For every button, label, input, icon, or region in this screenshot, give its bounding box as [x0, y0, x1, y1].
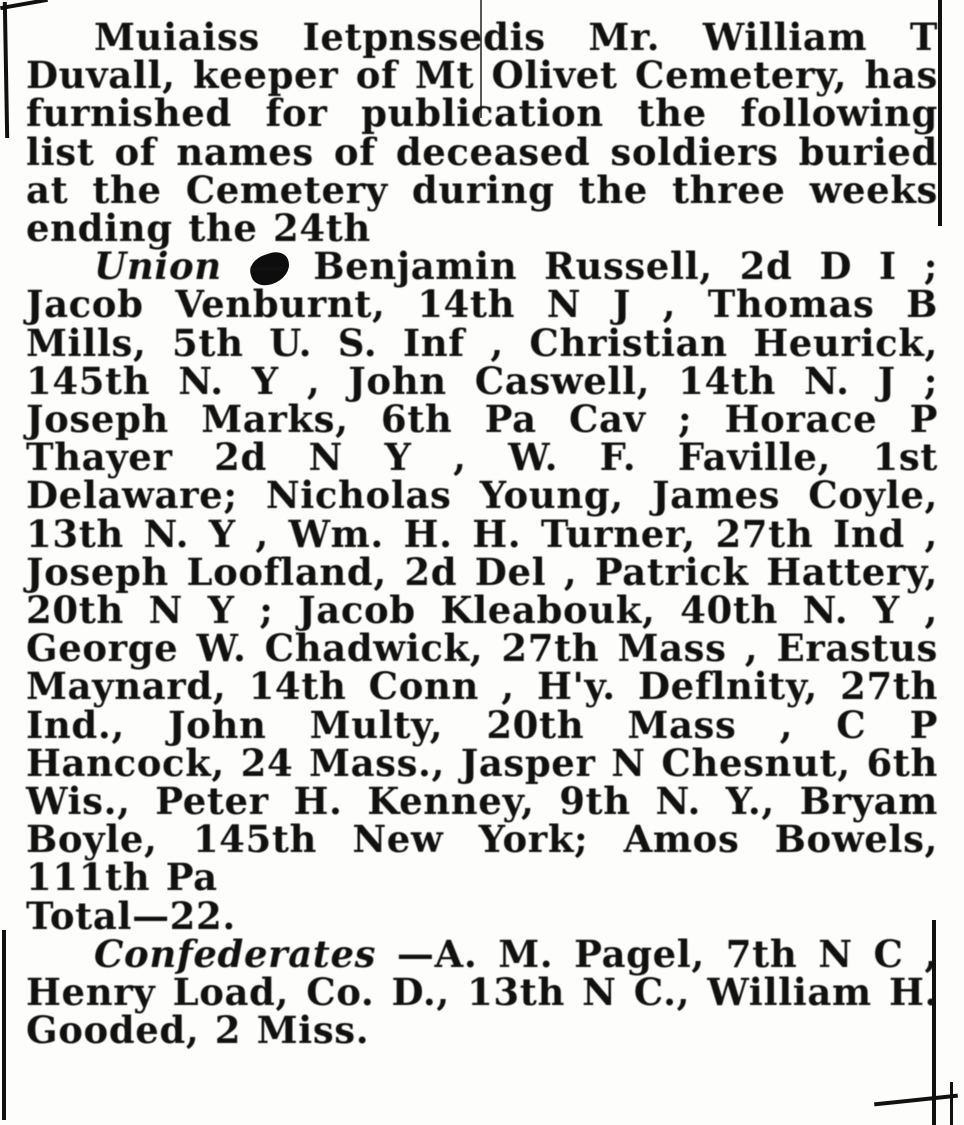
union-list: — Benjamin Russell, 2d D I ; Jacob Venburnt, 14th N J , Thomas B Mills, 5th U. S. Inf , Christian Heurick, 145th N. Y , John Caswell, 14th N. J ; Joseph Marks, 6th Pa Cav ; Horace P Thayer 2d N Y , W. F. Faville, 1st Delaware; Nicholas Young, James Coyle, 13th N. Y , Wm. H. H. Turner, 27th Ind , Joseph Loofland, 2d Del , Patrick Hattery, 20th N Y ; Jacob Kleabouk, 40th N. Y , George W. Chadwick, 27th Mass , Erastus Maynard, 14th Conn , H'y. Deflnity, 27th Ind., John Multy, 20th Mass , C P Hancock, 24 Mass., Jasper N Chesnut, 6th Wis., Peter H. Kenney, 9th N. Y., Bryam Boyle, 145th New York; Amos Bowels, 111th Pa: [26, 244, 938, 900]
left-bracket-top: [3, 2, 9, 138]
right-bracket-top: [938, 0, 942, 226]
article-body: [26, 15, 938, 1053]
intro-paragraph: Muiaiss Ietpnssedis Mr. William T Duvall, keeper of Mt Olivet Cemetery, has furnished for publication the following list of names of deceased soldiers buried at the Cemetery during the three weeks ending the 24th: [26, 15, 938, 251]
confederates-list: —A. M. Pagel, 7th N C , Henry Load, Co. D., 13th N C., William H. Gooded, 2 Miss.: [26, 931, 938, 1053]
top-bracket-flag: [0, 0, 48, 10]
left-bracket-bottom: [2, 930, 6, 1120]
union-label: Union: [94, 244, 222, 289]
confederates-paragraph: [26, 931, 938, 1053]
right-edge-bottom: [950, 1082, 953, 1125]
confederates-label: Confederates: [94, 931, 377, 976]
union-paragraph: [26, 244, 938, 900]
total-line: Total—22.: [26, 893, 236, 938]
bottom-right-flag: [874, 1094, 958, 1107]
